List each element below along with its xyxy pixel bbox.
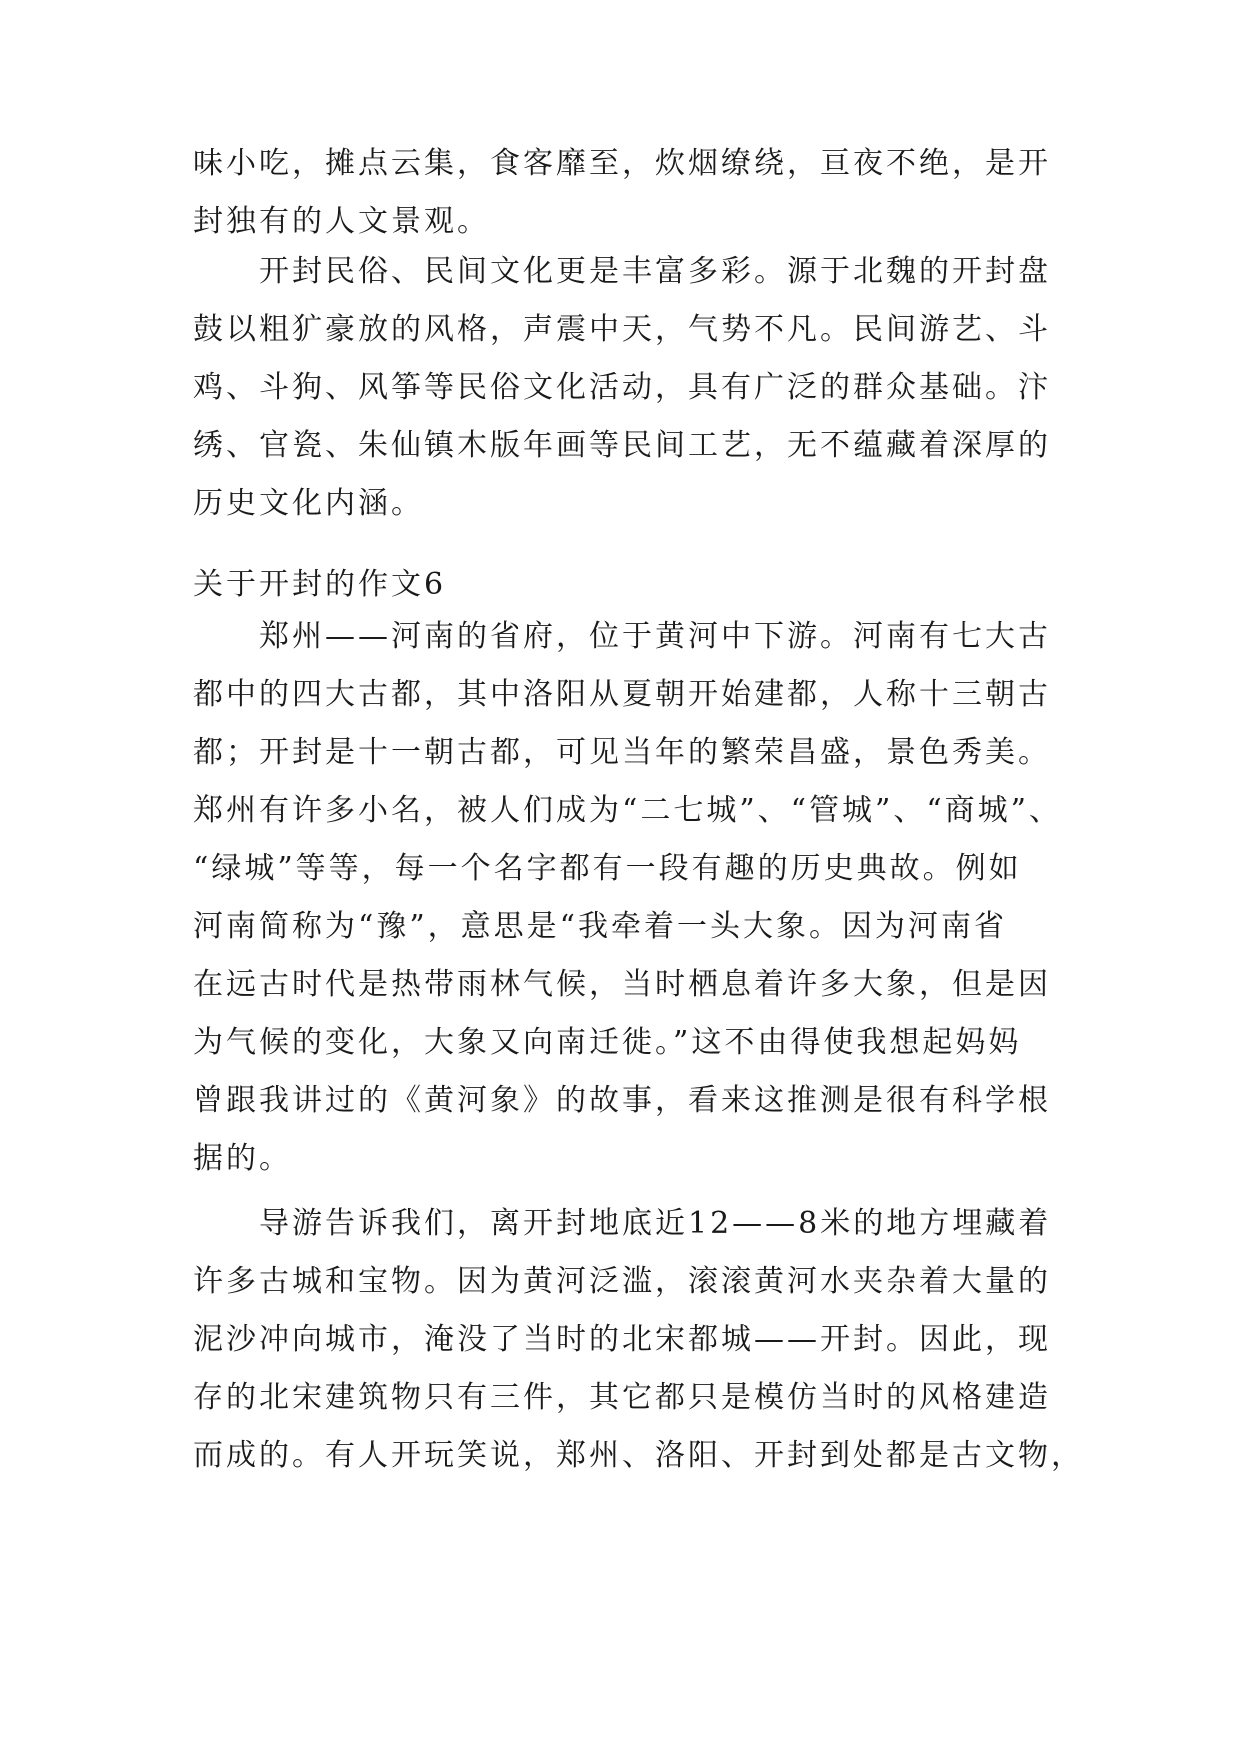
text-line: 历史文化内涵。 [193, 486, 424, 521]
text-line: 封独有的人文景观。 [193, 204, 490, 239]
text-line: 泥沙冲向城市，淹没了当时的北宋都城——开封。因此，现 [193, 1322, 1051, 1357]
text-line: 导游告诉我们，离开封地底近12——8米的地方埋藏着 [259, 1206, 1052, 1241]
text-line: 绣、官瓷、朱仙镇木版年画等民间工艺，无不蕴藏着深厚的 [193, 428, 1051, 463]
section-heading-block [193, 556, 1053, 614]
text-line: 而成的。有人开玩笑说，郑州、洛阳、开封到处都是古文物， [193, 1438, 1084, 1473]
text-line: 许多古城和宝物。因为黄河泛滥，滚滚黄河水夹杂着大量的 [193, 1264, 1051, 1299]
text-line: 鼓以粗犷豪放的风格，声震中天，气势不凡。民间游艺、斗 [193, 312, 1051, 347]
text-line: 存的北宋建筑物只有三件，其它都只是模仿当时的风格建造 [193, 1380, 1051, 1415]
text-line: 据的。 [193, 1141, 292, 1176]
text-line: 鸡、斗狗、风筝等民俗文化活动，具有广泛的群众基础。汴 [193, 370, 1051, 405]
paragraph-food-continuation [193, 135, 1053, 251]
text-line: 河南简称为“豫”，意思是“我牵着一头大象。因为河南省 [193, 909, 1008, 944]
text-line: 曾跟我讲过的《黄河象》的故事，看来这推测是很有科学根 [193, 1083, 1051, 1118]
text-line: 为气候的变化，大象又向南迁徙。”这不由得使我想起妈妈 [193, 1025, 1022, 1060]
text-line: 都；开封是十一朝古都，可见当年的繁荣昌盛，景色秀美。 [193, 735, 1051, 770]
text-line: “绿城”等等，每一个名字都有一段有趣的历史典故。例如 [193, 851, 1022, 886]
text-line: 味小吃，摊点云集，食客靡至，炊烟缭绕，亘夜不绝，是开 [193, 146, 1051, 181]
text-line: 在远古时代是热带雨林气候，当时栖息着许多大象，但是因 [193, 967, 1051, 1002]
paragraph-tour-guide [193, 1195, 1084, 1485]
section-heading: 关于开封的作文6 [193, 567, 447, 602]
paragraph-zhengzhou [193, 608, 1063, 1188]
text-line: 都中的四大古都，其中洛阳从夏朝开始建都，人称十三朝古 [193, 677, 1051, 712]
text-line: 郑州有许多小名，被人们成为“二七城”、“管城”、“商城”、 [193, 793, 1063, 828]
text-line: 郑州——河南的省府，位于黄河中下游。河南有七大古 [259, 619, 1051, 654]
text-line: 开封民俗、民间文化更是丰富多彩。源于北魏的开封盘 [259, 254, 1051, 289]
paragraph-folk-culture [193, 243, 1053, 533]
